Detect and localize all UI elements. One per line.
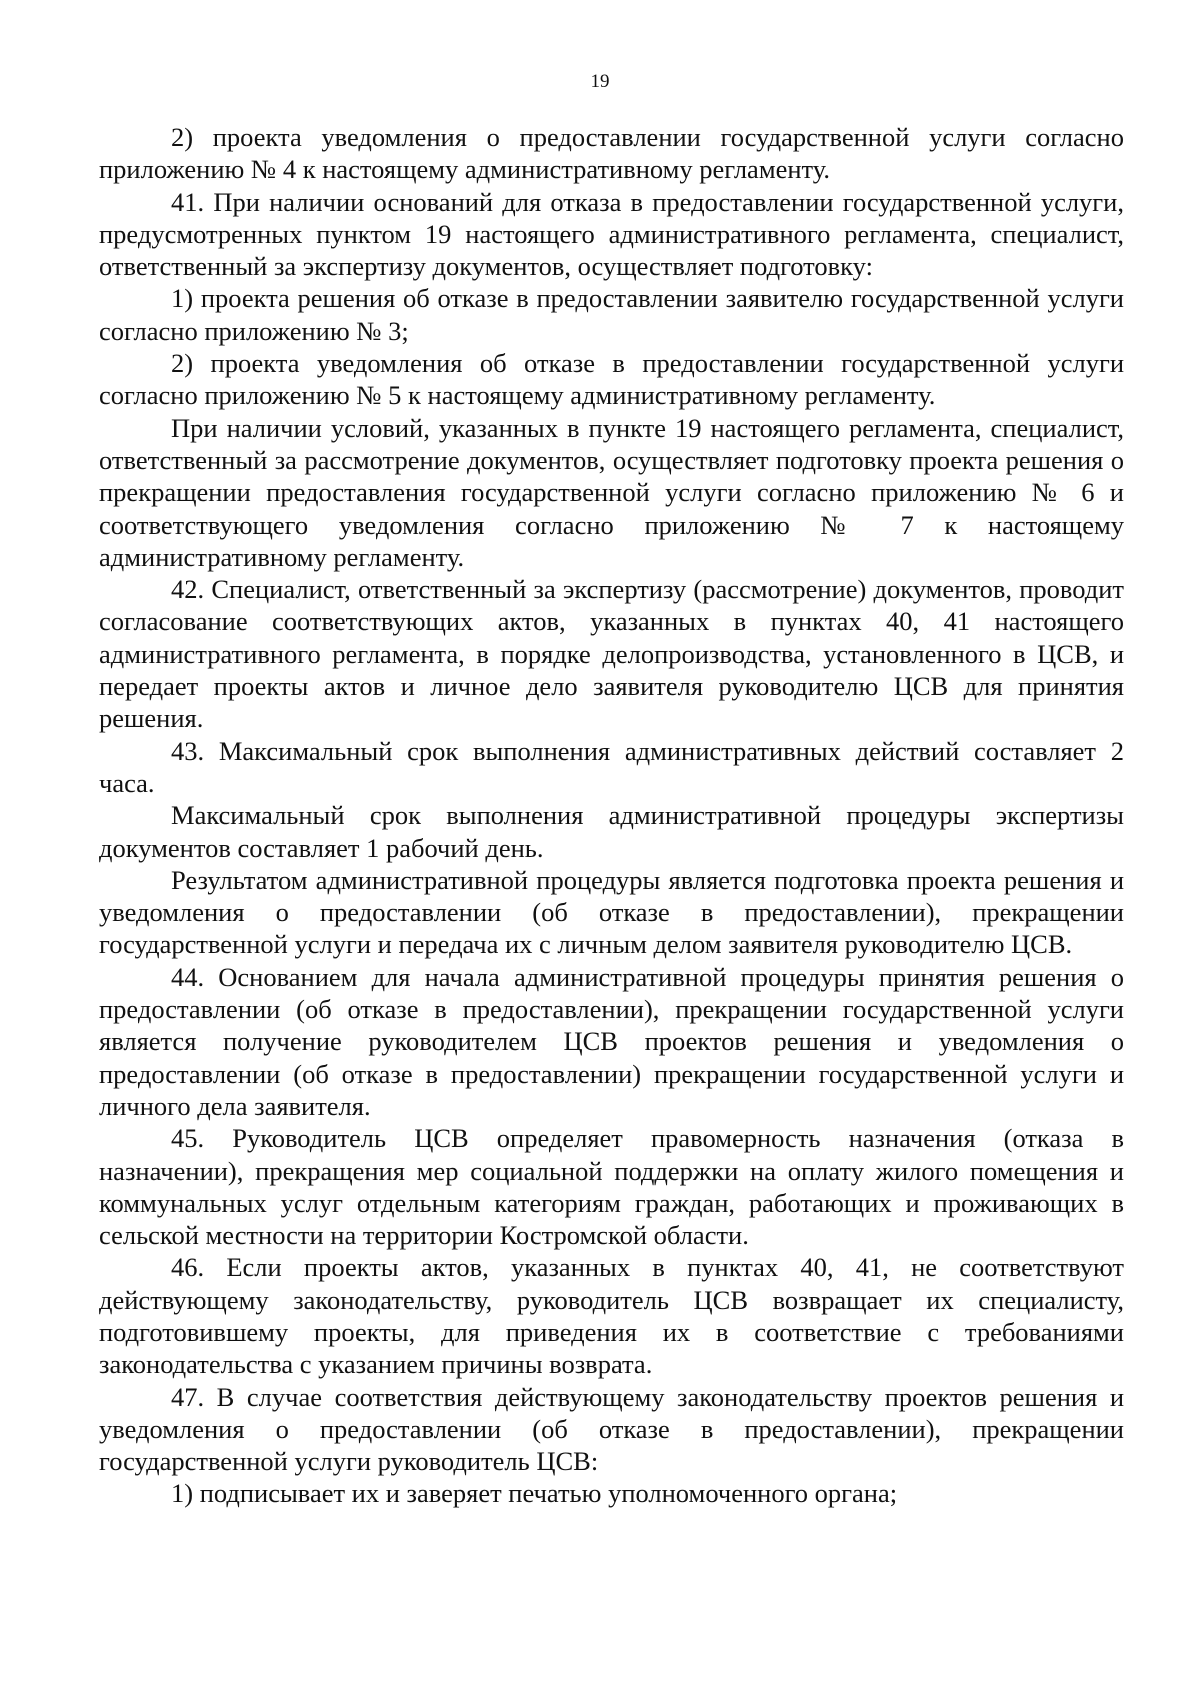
paragraph-item-1-refusal-decision: 1) проекта решения об отказе в предоставлении заявителю государственной услуги согласно приложению № 3;: [99, 283, 1124, 346]
paragraph-44: 44. Основанием для начала административной процедуры принятия решения о предоставлении (об отказе в предоставлении), прекращении государственной услуги является получение руководителем ЦСВ проектов решения и уведомления о предоставлении (об отказе в предоставлении) прекращении государственной услуги и личного дела заявителя.: [99, 961, 1124, 1121]
paragraph-42: 42. Специалист, ответственный за экспертизу (рассмотрение) документов, проводит согласование соответствующих актов, указанных в пунктах 40, 41 настоящего административного регламента, в порядке делопроизводства, установленного в ЦСВ, и передает проекты актов и личное дело заявителя руководителю ЦСВ для принятия решения.: [99, 574, 1124, 734]
paragraph-procedure-result: Результатом административной процедуры является подготовка проекта решения и уведомления о предоставлении (об отказе в предоставлении), прекращении государственной услуги и передача их с личным делом заявителя руководителю ЦСВ.: [99, 864, 1124, 960]
paragraph-45: 45. Руководитель ЦСВ определяет правомерность назначения (отказа в назначении), прекращения мер социальной поддержки на оплату жилого помещения и коммунальных услуг отдельным категориям граждан, работающих и проживающих в сельской местности на территории Костромской области.: [99, 1123, 1124, 1251]
paragraph-47: 47. В случае соответствия действующему законодательству проектов решения и уведомления о предоставлении (об отказе в предоставлении), прекращении государственной услуги руководитель ЦСВ:: [99, 1381, 1124, 1477]
paragraph-item-2-notification: 2) проекта уведомления о предоставлении государственной услуги согласно приложению № 4 к настоящему административному регламенту.: [99, 122, 1124, 185]
paragraph-item-2-refusal-notification: 2) проекта уведомления об отказе в предоставлении государственной услуги согласно приложению № 5 к настоящему административному регламенту.: [99, 348, 1124, 411]
paragraph-max-term-expertise: Максимальный срок выполнения административной процедуры экспертизы документов составляет 1 рабочий день.: [99, 800, 1124, 863]
paragraph-41: 41. При наличии оснований для отказа в предоставлении государственной услуги, предусмотренных пунктом 19 настоящего административного регламента, специалист, ответственный за экспертизу документов, осуществляет подготовку:: [99, 186, 1124, 282]
paragraph-46: 46. Если проекты актов, указанных в пунктах 40, 41, не соответствуют действующему законодательству, руководитель ЦСВ возвращает их специалисту, подготовившему проекты, для приведения их в соответствие с требованиями законодательства с указанием причины возврата.: [99, 1252, 1124, 1380]
paragraph-43: 43. Максимальный срок выполнения административных действий составляет 2 часа.: [99, 735, 1124, 798]
paragraph-termination-conditions: При наличии условий, указанных в пункте 19 настоящего регламента, специалист, ответственный за рассмотрение документов, осуществляет подготовку проекта решения о прекращении предоставления государственной услуги согласно приложению № 6 и соответствующего уведомления согласно приложению № 7 к настоящему административному регламенту.: [99, 412, 1124, 572]
paragraph-item-1-sign: 1) подписывает их и заверяет печатью уполномоченного органа;: [171, 1478, 898, 1509]
page-number: 19: [590, 71, 610, 92]
document-body: [99, 121, 1124, 1510]
